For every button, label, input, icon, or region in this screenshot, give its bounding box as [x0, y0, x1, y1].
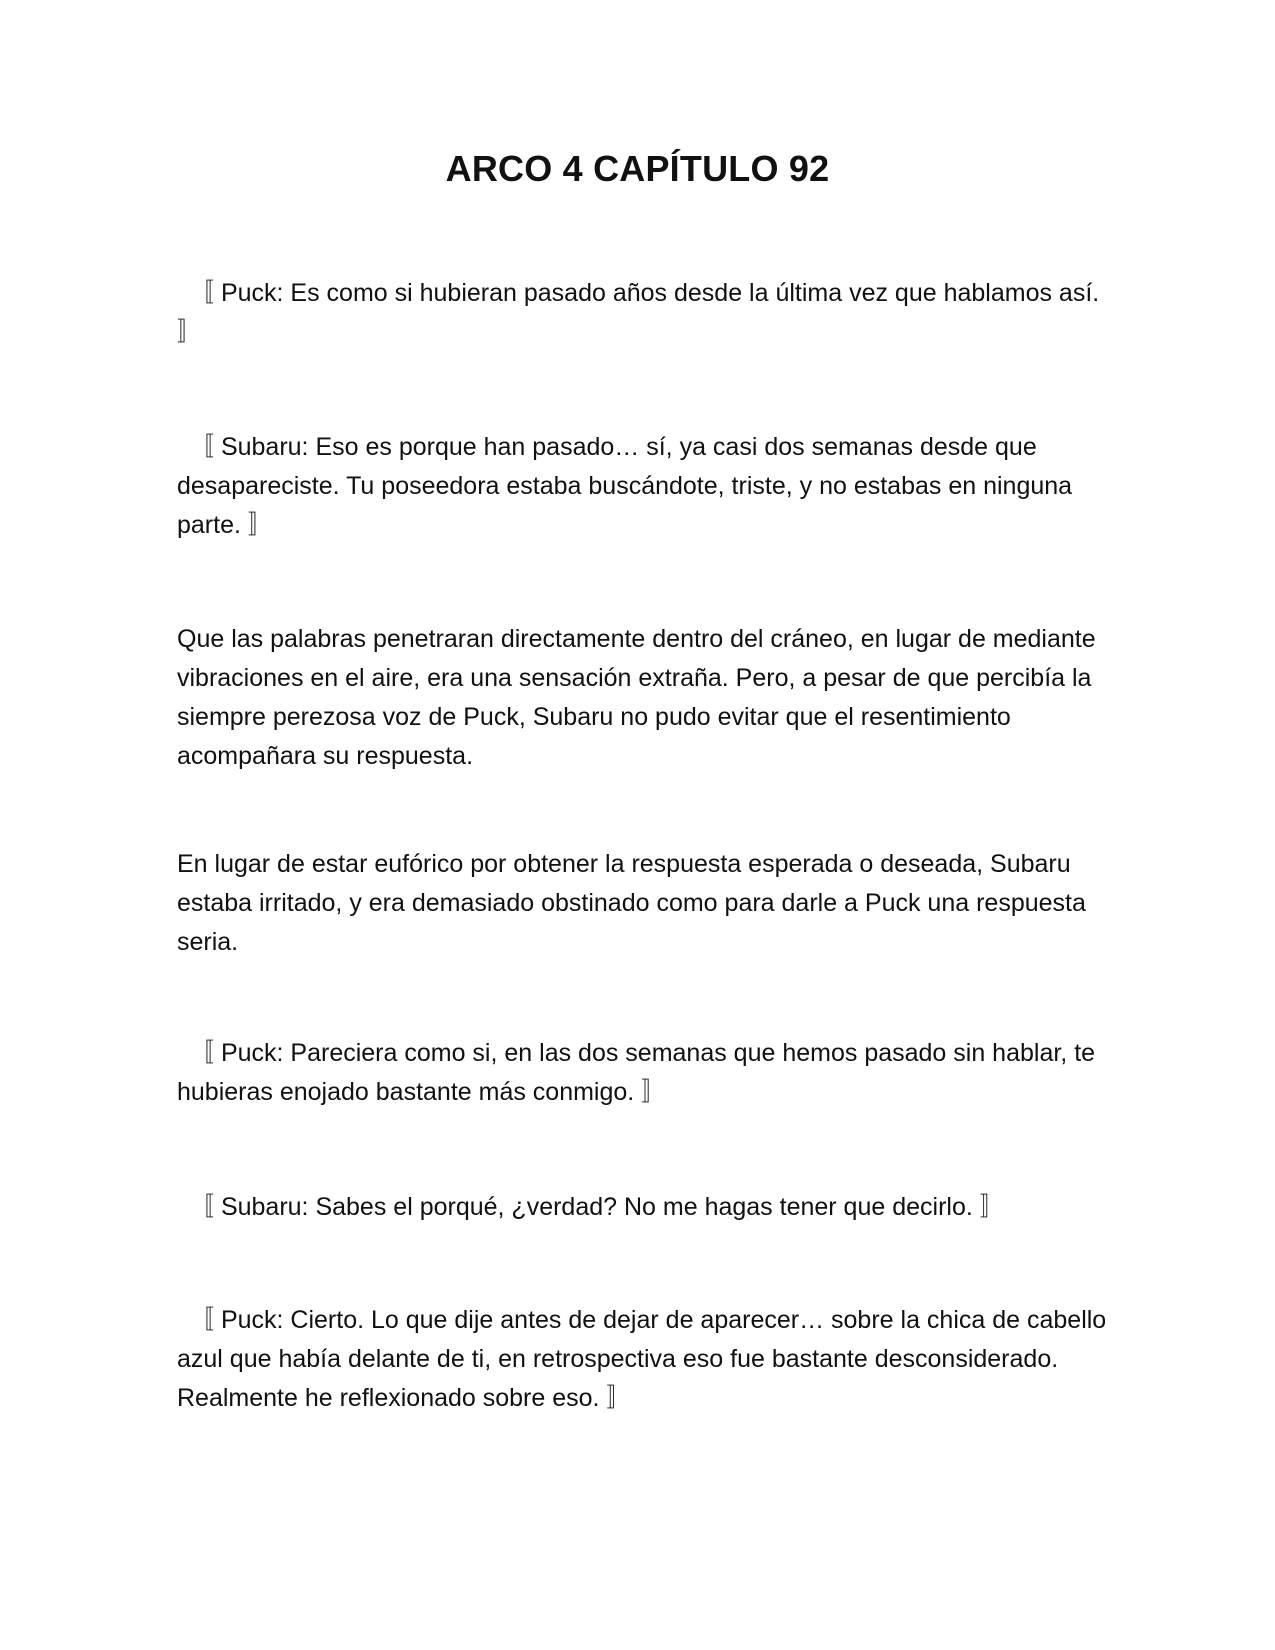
chapter-title: ARCO 4 CAPÍTULO 92: [445, 148, 830, 189]
narration-paragraph-1: Que las palabras penetraran directamente dentro del cráneo, en lugar de mediante vibraciones en el aire, era una sensación extraña. Pero, a pesar de que percibía la siempre perezosa voz de Puck, Subaru no pudo evitar que el resentimiento acompañara su respuesta.: [177, 625, 1096, 770]
dialogue-paragraph-subaru-2: 〚 Subaru: Sabes el porqué, ¿verdad? No me hagas tener que decirlo. 〛: [189, 1193, 1005, 1221]
dialogue-paragraph-subaru-1: 〚 Subaru: Eso es porque han pasado… sí, ya casi dos semanas desde que desapareciste. Tu poseedora estaba buscándote, triste, y no estabas en ninguna parte. 〛: [177, 433, 1073, 539]
dialogue-paragraph-puck-2: 〚 Puck: Pareciera como si, en las dos semanas que hemos pasado sin hablar, te hubieras enojado bastante más conmigo. 〛: [177, 1039, 1096, 1106]
narration-paragraph-2: En lugar de estar eufórico por obtener la respuesta esperada o deseada, Subaru estaba irritado, y era demasiado obstinado como para darle a Puck una respuesta seria.: [177, 850, 1086, 956]
dialogue-paragraph-puck-1: 〚 Puck: Es como si hubieran pasado años desde la última vez que hablamos así. 〛: [177, 279, 1100, 346]
dialogue-paragraph-puck-3: 〚 Puck: Cierto. Lo que dije antes de dejar de aparecer… sobre la chica de cabello azul que había delante de ti, en retrospectiva eso fue bastante desconsiderado. Realmente he reflexionado sobre eso. 〛: [177, 1306, 1107, 1412]
